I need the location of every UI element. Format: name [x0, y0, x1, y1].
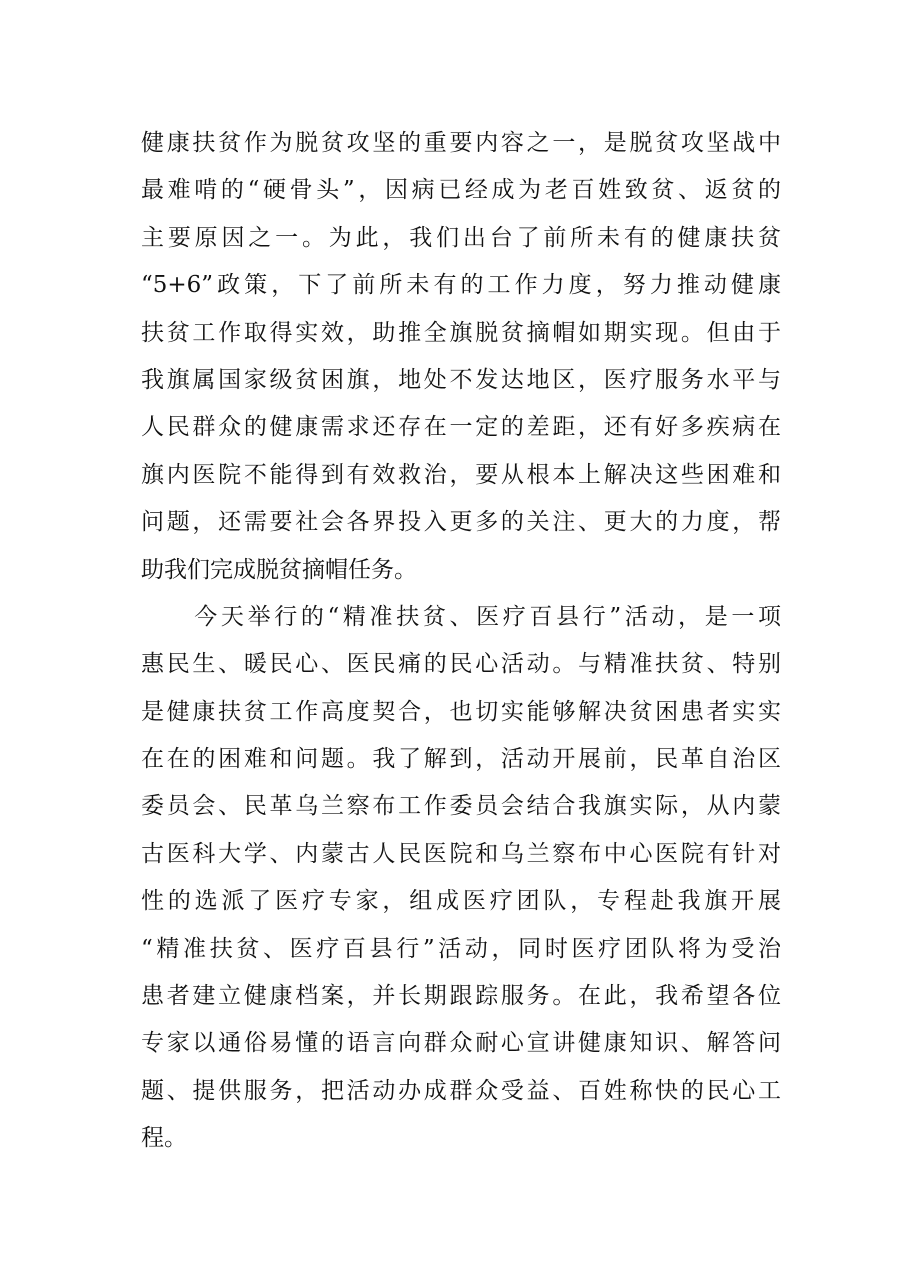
- document-body: [141, 120, 781, 1163]
- text-line: 性的选派了医疗专家，组成医疗团队，专程赴我旗开展: [141, 888, 781, 915]
- text-line: 惠民生、暖民心、医民痛的民心活动。与精准扶贫、特别: [141, 651, 781, 678]
- paragraph-2: [141, 594, 781, 1163]
- text-line: 委员会、民革乌兰察布工作委员会结合我旗实际，从内蒙: [141, 793, 781, 820]
- text-line: 在在的困难和问题。我了解到，活动开展前，民革自治区: [141, 746, 781, 773]
- text-line: 今天举行的“精准扶贫、医疗百县行”活动，是一项: [141, 603, 781, 630]
- text-line: 古医科大学、内蒙古人民医院和乌兰察布中心医院有针对: [141, 840, 781, 867]
- text-line: “精准扶贫、医疗百县行”活动，同时医疗团队将为受治: [141, 935, 781, 962]
- text-line: 是健康扶贫工作高度契合，也切实能够解决贫困患者实实: [141, 698, 781, 725]
- paragraph-1: [141, 120, 781, 594]
- text-line: 主要原因之一。为此，我们出台了前所未有的健康扶贫: [141, 224, 781, 251]
- text-line: 健康扶贫作为脱贫攻坚的重要内容之一，是脱贫攻坚战中: [141, 130, 781, 156]
- text-line: 旗内医院不能得到有效救治，要从根本上解决这些困难和: [141, 461, 781, 488]
- text-line: 人民群众的健康需求还存在一定的差距，还有好多疾病在: [141, 414, 781, 441]
- text-line: 最难啃的“硬骨头”，因病已经成为老百姓致贫、返贫的: [141, 177, 781, 204]
- text-line: 程。: [141, 1125, 187, 1152]
- text-line: 问题，还需要社会各界投入更多的关注、更大的力度，帮: [141, 509, 781, 536]
- text-line: 助我们完成脱贫摘帽任务。: [141, 556, 417, 583]
- text-line: 题、提供服务，把活动办成群众受益、百姓称快的民心工: [141, 1077, 781, 1104]
- text-line: 专家以通俗易懂的语言向群众耐心宣讲健康知识、解答问: [141, 1030, 781, 1057]
- text-line: 我旗属国家级贫困旗，地处不发达地区，医疗服务水平与: [141, 366, 781, 393]
- text-line: “5+6”政策，下了前所未有的工作力度，努力推动健康: [141, 272, 781, 299]
- text-line: 患者建立健康档案，并长期跟踪服务。在此，我希望各位: [141, 983, 781, 1010]
- text-line: 扶贫工作取得实效，助推全旗脱贫摘帽如期实现。但由于: [141, 319, 781, 346]
